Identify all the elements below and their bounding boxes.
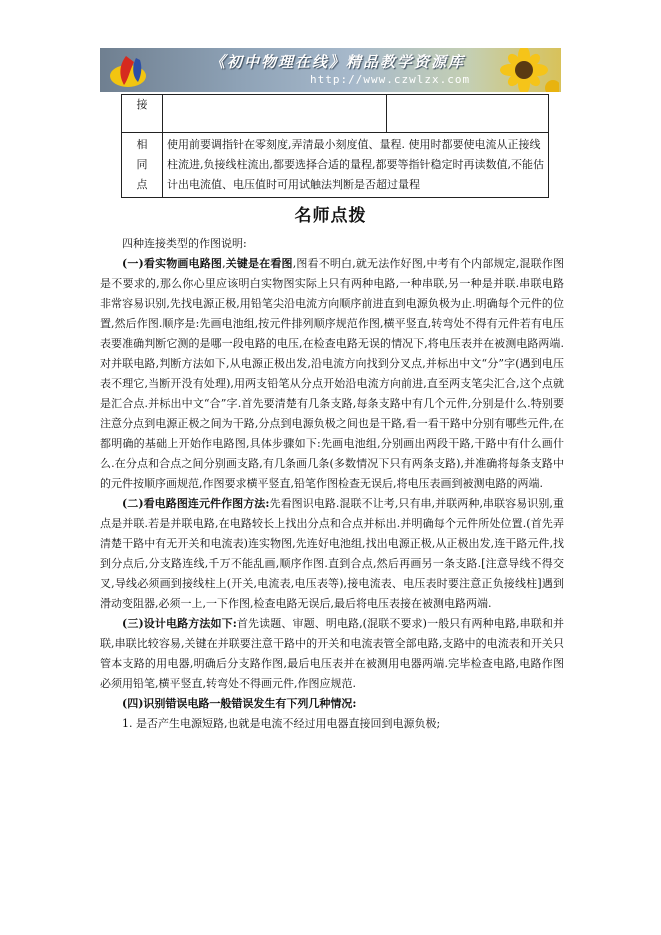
row-head-char: 同	[136, 158, 148, 171]
paragraph-4-label: (四)识别错误电路一般错误发生有下列几种情况:	[122, 697, 357, 710]
sunflower-image	[489, 48, 559, 92]
row-head-char: 点	[136, 178, 148, 191]
row-head	[122, 133, 163, 198]
paragraph-2-text: 先看图识电路.混联不让考,只有串,并联两种,串联容易识别,重点是并联.若是并联电路,在电路较长上找出分点和合点并标出.并明确每个元件所处位置.(首先弄清楚干路中有无开关和电流表)连实物图,先连好电池组,找出电源正极,从正极出发,连干路元件,找到分点后,分支路连线,千万不能乱画,顺序作图.直到合点,然后再画另一条支路.[注意导线不得交叉,导线必须画到接线柱上(开关,电流表,电压表等),接电流表、电压表时要注意正负接线柱]遇到滑动变阻器,必须一上,一下作图,检查电路无误后,最后将电压表接在被测电路两端.	[100, 497, 564, 610]
paragraph-3	[100, 614, 564, 694]
paragraph-4	[100, 694, 564, 714]
banner-url: http://www.czwlzx.com	[310, 73, 471, 86]
paragraph-3-label: (三)设计电路方法如下:	[122, 617, 237, 630]
paragraph-2	[100, 494, 564, 614]
table-cell	[387, 95, 549, 133]
comparison-table	[121, 94, 549, 198]
article-body	[100, 234, 564, 734]
section-title: 名师点拨	[294, 206, 367, 226]
similarities-text: 使用前要调指针在零刻度,弄清最小刻度值、量程. 使用时都要使电流从正接线柱流进,负接线柱流出,都要选择合适的量程,都要等指针稳定时再读数值,不能估计出电流值、电压值时可用试触法判断是否超过量程	[163, 133, 549, 198]
table-row	[122, 133, 549, 198]
paragraph-3-text: 首先读题、审题、明电路,(混联不要求)一般只有两种电路,串联和并联,串联比较容易,关键在并联要注意干路中的开关和电流表管全部电路,支路中的电流表和开关只管本支路的用电器,明确后分支路作图,最后电压表并在被测用电器两端.完毕检查电路,电路作图必须用铅笔,横平竖直,转弯处不得画元件,作图应规范.	[100, 617, 564, 690]
intro-text: 四种连接类型的作图说明:	[122, 237, 247, 250]
row-head-char: 相	[136, 138, 148, 151]
table-cell	[163, 95, 387, 133]
list-item-1: 1. 是否产生电源短路,也就是电流不经过用电器直接回到电源负极;	[122, 717, 441, 730]
banner-title: 《初中物理在线》精品教学资源库	[210, 53, 466, 71]
header-banner	[100, 48, 561, 92]
paragraph-1-label: (一)看实物画电路图	[122, 257, 223, 270]
paragraph-1: (一)看实物画电路图,关键是在看图,图看不明白,就无法作好图,中考有个内部规定,混联作图是不要求的,那么你心里应该明白实物图实际上只有两种电路,一种串联,另一种是并联.串联电路非常容易识别,先找电源正极,用铅笔尖沿电流方向顺序前进直到电源负极为止.明确每个元件的位置,然后作图.顺序是:先画电池组,按元件排列顺序规范作图,横平竖直,转弯处不得有元件若有电压表要准确判断它测的是哪一段电路的电压,在检查电路无误的情况下,将电压表并在被测电路两端.对并联电路,判断方法如下,从电源正极出发,沿电流方向找到分叉点,并标出中文“分”字(遇到电压表不理它,当断开没有处理),用两支铅笔从分点开始沿电流方向前进,直至两支笔尖汇合,这个点就是汇合点.并标出中文“合”字.首先要清楚有几条支路,每条支路中有几个元件,分别是什么.特别要注意分点到电源正极之间为干路,分点到电源负极之间也是干路,看一看干路中分别有哪些元件,在都明确的基础上开始作电路图,具体步骤如下:先画电池组,分别画出两段干路,干路中有什么画什么.在分点和合点之间分别画支路,有几条画几条(多数情况下只有两条支路),并准确将每条支路中的元件按顺序画规范,作图要求横平竖直,铅笔作图检查无误后,将电压表画到被测电路的两端.	[100, 257, 564, 490]
row-head: 接	[122, 95, 163, 133]
paragraph-1-text: 图看不明白,就无法作好图,中考有个内部规定,混联作图是不要求的,那么你心里应该明白实物图实际上只有两种电路,一种串联,另一种是并联.串联电路非常容易识别,先找电源正极,用铅笔尖沿电流方向顺序前进直到电源负极为止.明确每个元件的位置,然后作图.顺序是:先画电池组,按元件排列顺序规范作图,横平竖直,转弯处不得有元件若有电压表要准确判断它测的是哪一段电路的电压,在检查电路无误的情况下,将电压表并在被测电路两端.对并联电路,判断方法如下,从电源正极出发,沿电流方向找到分叉点,并标出中文“分”字(遇到电压表不理它,当断开没有处理),用两支铅笔从分点开始沿电流方向前进,直至两支笔尖汇合,这个点就是汇合点.并标出中文“合”字.首先要清楚有几条支路,每条支路中有几个元件,分别是什么.特别要注意分点到电源正极之间为干路,分点到电源负极之间也是干路,看一看干路中分别有哪些元件,在都明确的基础上开始作电路图,具体步骤如下:先画电池组,分别画出两段干路,干路中有什么画什么.在分点和合点之间分别画支路,有几条画几条(多数情况下只有两条支路),并准确将每条支路中的元件按顺序画规范,作图要求横平竖直,铅笔作图检查无误后,将电压表画到被测电路的两端.	[100, 257, 564, 490]
logo-icon	[106, 52, 154, 90]
paragraph-2-label: (二)看电路图连元件作图方法:	[122, 497, 270, 510]
paragraph-1-key: 关键是在看图	[225, 257, 293, 270]
table-row	[122, 95, 549, 133]
